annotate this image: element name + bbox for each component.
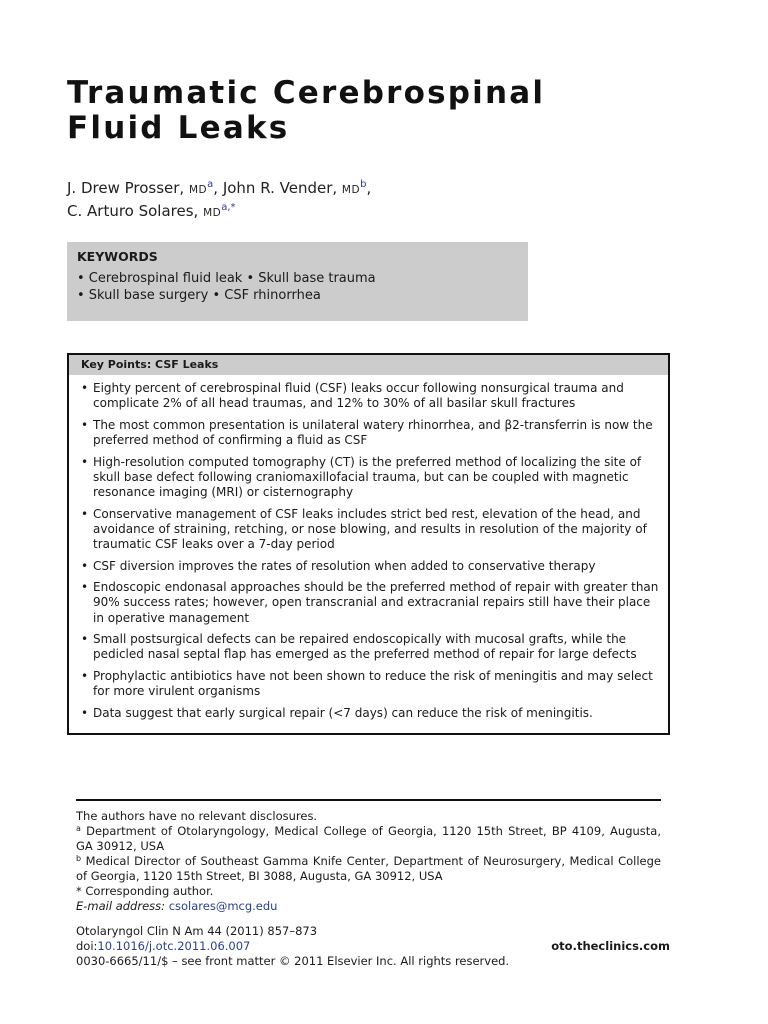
- key-point-item: [81, 507, 660, 553]
- doi-link[interactable]: 10.1016/j.otc.2011.06.007: [97, 939, 251, 954]
- key-points-list: [69, 375, 668, 721]
- author-name: John R. Vender,: [222, 179, 342, 197]
- key-points-heading: Key Points: CSF Leaks: [69, 355, 668, 375]
- author-separator: ,: [366, 179, 372, 197]
- author-line-2: [67, 201, 371, 224]
- key-point-item: [81, 632, 660, 662]
- key-point-text: Prophylactic antibiotics have not been shown to reduce the risk of meningitis and may select for more virulent organisms: [93, 668, 653, 699]
- journal-site-link[interactable]: oto.theclinics.com: [551, 939, 670, 954]
- title-line-2: Fluid Leaks: [67, 110, 290, 146]
- keywords-heading: KEYWORDS: [77, 249, 158, 264]
- bullet-icon: •: [81, 668, 89, 683]
- article-title: [67, 76, 545, 146]
- affiliation-b: [76, 854, 661, 884]
- disclosure-note: The authors have no relevant disclosures.: [76, 809, 318, 823]
- author-list: [67, 178, 371, 224]
- author-name: J. Drew Prosser,: [67, 179, 189, 197]
- key-point-item: [81, 669, 660, 699]
- bullet-icon: •: [81, 580, 89, 595]
- keywords-line: • Skull base surgery • CSF rhinorrhea: [77, 288, 321, 303]
- author-degree: MD: [203, 207, 222, 219]
- journal-info: [76, 924, 670, 970]
- copyright-line: 0030-6665/11/$ – see front matter © 2011 Elsevier Inc. All rights reserved.: [76, 954, 510, 969]
- key-point-text: CSF diversion improves the rates of resolution when added to conservative therapy: [93, 558, 596, 573]
- affiliation-text: Department of Otolaryngology, Medical College of Georgia, 1120 15th Street, BP 4109, Augusta, GA 30912, USA: [76, 824, 661, 853]
- bullet-icon: •: [81, 705, 89, 720]
- key-point-text: Eighty percent of cerebrospinal fluid (CSF) leaks occur following nonsurgical trauma and complicate 2% of all head traumas, and 12% to 30% of all basilar skull fractures: [93, 381, 624, 411]
- key-point-text: Endoscopic endonasal approaches should be the preferred method of repair with greater than 90% success rates; however, open transcranial and extracranial repairs still have their place in operative management: [93, 580, 659, 625]
- affiliation-mark: a: [76, 824, 81, 833]
- key-point-item: [81, 455, 660, 501]
- footnote-divider: [76, 799, 661, 801]
- affiliation-mark[interactable]: a: [207, 179, 214, 190]
- key-point-text: High-resolution computed tomography (CT) is the preferred method of localizing the site of skull base defect following craniomaxillofacial trauma, but can be coupled with magnetic resonance imaging (MRI) or cisternography: [93, 454, 642, 499]
- affiliation-mark[interactable]: a,*: [221, 202, 236, 213]
- bullet-icon: •: [81, 558, 89, 573]
- email-link[interactable]: csolares@mcg.edu: [168, 899, 278, 913]
- bullet-icon: •: [81, 506, 89, 521]
- key-point-text: Data suggest that early surgical repair (<7 days) can reduce the risk of meningitis.: [93, 705, 593, 720]
- affiliation-text: Medical Director of Southeast Gamma Knife Center, Department of Neurosurgery, Medical College of Georgia, 1120 15th Street, BI 3088, Augusta, GA 30912, USA: [76, 854, 661, 883]
- key-point-item: [81, 706, 660, 721]
- key-point-text: The most common presentation is unilateral watery rhinorrhea, and β2-transferrin is now the preferred method of confirming a fluid as CSF: [93, 417, 653, 447]
- affiliation-mark[interactable]: b: [360, 179, 367, 190]
- key-point-item: [81, 580, 660, 626]
- author-degree: MD: [341, 184, 361, 196]
- key-point-text: Small postsurgical defects can be repaired endoscopically with mucosal grafts, while the pedicled nasal septal flap has emerged as the preferred method of repair for large defects: [93, 632, 637, 662]
- bullet-icon: •: [81, 632, 89, 647]
- bullet-icon: •: [81, 454, 89, 469]
- author-line-1: [67, 178, 371, 201]
- author-name: C. Arturo Solares,: [67, 202, 204, 220]
- author-separator: ,: [213, 179, 223, 197]
- affiliation-a: [76, 824, 661, 854]
- author-degree: MD: [188, 184, 208, 196]
- affiliation-mark: b: [76, 854, 82, 863]
- email-label: E-mail address:: [76, 899, 169, 913]
- key-point-item: [81, 559, 660, 574]
- key-points-box: [67, 353, 670, 735]
- footnotes: [76, 809, 661, 914]
- key-point-text: Conservative management of CSF leaks includes strict bed rest, elevation of the head, and avoidance of straining, retching, or nose blowing, and results in resolution of the majority of traumatic CSF leaks over a 7-day period: [93, 506, 647, 551]
- doi-line: [76, 939, 670, 954]
- doi-label: doi:: [76, 939, 98, 954]
- key-point-item: [81, 418, 660, 448]
- email-line: [76, 899, 661, 914]
- title-line-1: Traumatic Cerebrospinal: [67, 75, 546, 111]
- key-point-item: [81, 381, 660, 411]
- keywords-line: • Cerebrospinal fluid leak • Skull base trauma: [77, 271, 376, 286]
- bullet-icon: •: [81, 381, 89, 395]
- bullet-icon: •: [81, 417, 89, 432]
- corresponding-note: * Corresponding author.: [76, 884, 214, 898]
- citation-line: Otolaryngol Clin N Am 44 (2011) 857–873: [76, 924, 318, 938]
- keywords-box: [67, 242, 528, 321]
